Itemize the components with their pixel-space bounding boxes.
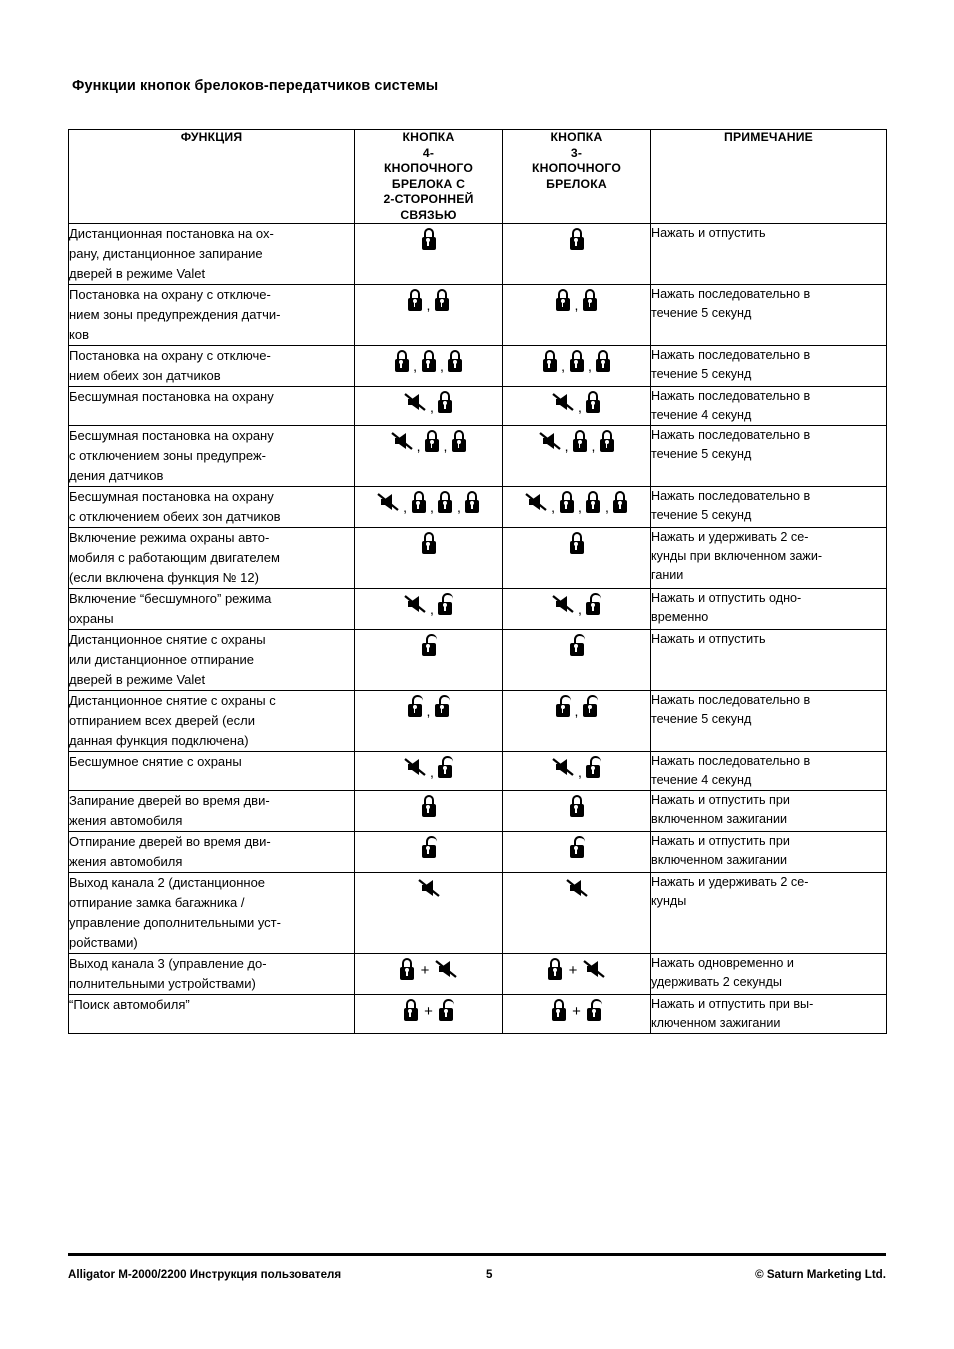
button-3-icons-cell — [503, 832, 651, 873]
lock-closed-icon — [573, 430, 588, 452]
button-3-icons-cell — [503, 791, 651, 832]
lock-open-icon — [556, 695, 571, 717]
lock-closed-icon — [569, 795, 584, 817]
note-cell: Нажать и отпустить — [651, 630, 887, 691]
function-description-cell: Отпирание дверей во время дви- жения автомобиля — [69, 832, 355, 873]
function-description-cell: Включение “бесшумного” режима охраны — [69, 589, 355, 630]
function-description-cell: Бесшумная постановка на охрану с отключением обеих зон датчиков — [69, 487, 355, 528]
lock-closed-icon — [465, 491, 480, 513]
table-row — [69, 752, 887, 791]
function-description-cell: Дистанционное снятие с охраны или дистанционное отпирание дверей в режиме Valet — [69, 630, 355, 691]
lock-open-icon — [569, 634, 584, 656]
lock-closed-icon — [438, 491, 453, 513]
table-row — [69, 691, 887, 752]
lock-closed-icon — [596, 350, 611, 372]
button-4-icons-cell — [355, 589, 503, 630]
button-3-icons-cell — [503, 346, 651, 387]
note-cell: Нажать последовательно в течение 5 секунд — [651, 426, 887, 487]
lock-closed-icon — [599, 430, 614, 452]
horn-muted-icon — [525, 492, 547, 512]
icon-separator-comma: , — [416, 438, 421, 454]
horn-muted-icon — [404, 594, 426, 614]
note-cell: Нажать и отпустить при вы- ключенном зажигании — [651, 995, 887, 1034]
icon-separator-comma: , — [403, 499, 408, 515]
lock-closed-icon — [403, 999, 418, 1021]
lock-closed-icon — [411, 491, 426, 513]
icon-separator-comma: , — [578, 601, 582, 617]
icon-separator-comma: , — [578, 399, 582, 415]
button-3-icons-cell — [503, 224, 651, 285]
icon-separator-plus: + — [568, 961, 578, 979]
note-cell: Нажать последовательно в течение 5 секунд — [651, 487, 887, 528]
button-4-icons-cell — [355, 691, 503, 752]
button-4-icons-cell — [355, 995, 503, 1034]
button-4-icons-cell — [355, 426, 503, 487]
button-4-icons-cell — [355, 387, 503, 426]
page-title: Функции кнопок брелоков-передатчиков системы — [72, 78, 439, 94]
header-button-4-line-5: 2-СТОРОННЕЙ — [383, 192, 474, 206]
button-4-icons-cell — [355, 630, 503, 691]
header-button-3-line-3: КНОПОЧНОГО — [531, 161, 622, 175]
table-row — [69, 630, 887, 691]
icon-separator-comma: , — [426, 297, 431, 313]
lock-closed-icon — [408, 289, 423, 311]
lock-closed-icon — [569, 228, 584, 250]
button-3-icons-cell — [503, 954, 651, 995]
lock-closed-icon — [394, 350, 409, 372]
button-3-icons-cell — [503, 995, 651, 1034]
table-row — [69, 954, 887, 995]
lock-closed-icon — [421, 350, 436, 372]
button-3-icons-cell — [503, 691, 651, 752]
icon-separator-comma: , — [574, 703, 579, 719]
horn-muted-icon — [552, 594, 574, 614]
icon-separator-comma: , — [561, 358, 565, 374]
icon-separator-comma: , — [604, 499, 609, 515]
button-4-icons-cell — [355, 528, 503, 589]
table-row — [69, 387, 887, 426]
function-description-cell: Запирание дверей во время дви- жения автомобиля — [69, 791, 355, 832]
icon-separator-comma: , — [578, 499, 582, 515]
note-cell: Нажать последовательно в течение 5 секунд — [651, 285, 887, 346]
button-4-icons-cell — [355, 832, 503, 873]
icon-separator-comma: , — [551, 499, 556, 515]
note-cell: Нажать последовательно в течение 4 секунд — [651, 752, 887, 791]
button-3-icons-cell — [503, 873, 651, 954]
header-button-3-line-1: КНОПКА — [550, 130, 603, 144]
lock-open-icon — [587, 999, 602, 1021]
note-cell: Нажать последовательно в течение 5 секунд — [651, 346, 887, 387]
lock-open-icon — [439, 999, 454, 1021]
lock-closed-icon — [448, 350, 463, 372]
table-row — [69, 426, 887, 487]
header-button-3-line-4: БРЕЛОКА — [546, 176, 607, 191]
icon-separator-comma: , — [574, 297, 579, 313]
button-3-icons-cell — [503, 752, 651, 791]
function-description-cell: Постановка на охрану с отключе- нием зоны предупреждения датчи- ков — [69, 285, 355, 346]
icon-separator-plus: + — [420, 961, 430, 979]
function-description-cell: Дистанционная постановка на ох- рану, дистанционное запирание дверей в режиме Valet — [69, 224, 355, 285]
icon-separator-comma: , — [413, 358, 417, 374]
table-row — [69, 487, 887, 528]
horn-muted-icon — [566, 878, 588, 898]
lock-open-icon — [408, 695, 423, 717]
lock-closed-icon — [559, 491, 574, 513]
button-3-icons-cell — [503, 528, 651, 589]
lock-closed-icon — [582, 289, 597, 311]
button-4-icons-cell — [355, 873, 503, 954]
lock-closed-icon — [421, 228, 436, 250]
lock-closed-icon — [438, 391, 453, 413]
lock-open-icon — [582, 695, 597, 717]
header-note: ПРИМЕЧАНИЕ — [651, 130, 887, 224]
header-button-4 — [355, 130, 503, 224]
note-cell: Нажать одновременно и удерживать 2 секунды — [651, 954, 887, 995]
button-4-icons-cell — [355, 954, 503, 995]
function-description-cell: Бесшумная постановка на охрану с отключением зоны предупреж- дения датчиков — [69, 426, 355, 487]
lock-closed-icon — [586, 491, 601, 513]
icon-separator-comma: , — [430, 601, 434, 617]
table-row — [69, 995, 887, 1034]
horn-muted-icon — [404, 757, 426, 777]
table-row — [69, 285, 887, 346]
icon-separator-comma: , — [430, 399, 434, 415]
function-description-cell: Выход канала 2 (дистанционное отпирание замка багажника / управление дополнительными уст- ройствами) — [69, 873, 355, 954]
button-3-icons-cell — [503, 285, 651, 346]
lock-closed-icon — [569, 350, 584, 372]
button-4-icons-cell — [355, 224, 503, 285]
table-row — [69, 589, 887, 630]
icon-separator-comma: , — [588, 358, 592, 374]
horn-muted-icon — [404, 392, 426, 412]
lock-closed-icon — [400, 958, 415, 980]
function-description-cell: Бесшумная постановка на охрану — [69, 387, 355, 426]
horn-muted-icon — [391, 431, 413, 451]
horn-muted-icon — [552, 392, 574, 412]
icon-separator-plus: + — [572, 1002, 581, 1020]
button-3-icons-cell — [503, 630, 651, 691]
lock-open-icon — [421, 836, 436, 858]
icon-separator-comma: , — [430, 499, 434, 515]
icon-separator-comma: , — [591, 438, 596, 454]
lock-closed-icon — [421, 795, 436, 817]
header-button-4-line-3: КНОПОЧНОГО — [383, 161, 474, 175]
horn-muted-icon — [435, 959, 457, 979]
button-3-icons-cell — [503, 426, 651, 487]
icon-separator-plus: + — [424, 1002, 433, 1020]
function-description-cell: Постановка на охрану с отключе- нием обеих зон датчиков — [69, 346, 355, 387]
footer-divider — [68, 1253, 886, 1256]
button-4-icons-cell — [355, 791, 503, 832]
lock-closed-icon — [548, 958, 563, 980]
table-header-row — [69, 130, 887, 224]
lock-closed-icon — [613, 491, 628, 513]
header-button-4-line-2: 4- — [422, 145, 435, 160]
lock-closed-icon — [451, 430, 466, 452]
button-3-icons-cell — [503, 487, 651, 528]
footer-right-text: © Saturn Marketing Ltd. — [755, 1268, 886, 1281]
header-button-4-line-6: СВЯЗЬЮ — [400, 207, 457, 222]
table-row — [69, 873, 887, 954]
horn-muted-icon — [377, 492, 399, 512]
note-cell: Нажать и отпустить — [651, 224, 887, 285]
note-cell: Нажать и отпустить при включенном зажигании — [651, 832, 887, 873]
icon-separator-comma: , — [440, 358, 444, 374]
icon-separator-comma: , — [443, 438, 448, 454]
lock-open-icon — [438, 593, 453, 615]
table-row — [69, 224, 887, 285]
button-3-icons-cell — [503, 589, 651, 630]
button-3-icons-cell — [503, 387, 651, 426]
button-4-icons-cell — [355, 285, 503, 346]
note-cell: Нажать последовательно в течение 4 секунд — [651, 387, 887, 426]
table-row — [69, 791, 887, 832]
lock-closed-icon — [556, 289, 571, 311]
lock-open-icon — [438, 756, 453, 778]
function-description-cell: “Поиск автомобиля” — [69, 995, 355, 1034]
lock-closed-icon — [542, 350, 557, 372]
lock-open-icon — [434, 695, 449, 717]
horn-muted-icon — [552, 757, 574, 777]
lock-open-icon — [569, 836, 584, 858]
table-row — [69, 528, 887, 589]
note-cell: Нажать и отпустить при включенном зажигании — [651, 791, 887, 832]
lock-closed-icon — [434, 289, 449, 311]
lock-closed-icon — [586, 391, 601, 413]
function-description-cell: Включение режима охраны авто- мобиля с работающим двигателем (если включена функция № 12) — [69, 528, 355, 589]
header-button-4-line-4: БРЕЛОКА С — [391, 176, 466, 191]
function-description-cell: Выход канала 3 (управление до- полнительными устройствами) — [69, 954, 355, 995]
header-button-4-line-1: КНОПКА — [402, 130, 455, 144]
note-cell: Нажать и удерживать 2 се- кунды при включенном зажи- гании — [651, 528, 887, 589]
horn-muted-icon — [583, 959, 605, 979]
note-cell: Нажать последовательно в течение 5 секунд — [651, 691, 887, 752]
header-button-3-line-2: 3- — [570, 145, 583, 160]
lock-open-icon — [586, 593, 601, 615]
footer-page-number: 5 — [486, 1268, 493, 1281]
note-cell: Нажать и удерживать 2 се- кунды — [651, 873, 887, 954]
footer-left-text: Alligator M-2000/2200 Инструкция пользователя — [68, 1268, 342, 1281]
lock-closed-icon — [569, 532, 584, 554]
icon-separator-comma: , — [426, 703, 431, 719]
table-row — [69, 832, 887, 873]
icon-separator-comma: , — [578, 764, 582, 780]
header-function: ФУНКЦИЯ — [69, 130, 355, 224]
icon-separator-comma: , — [456, 499, 461, 515]
lock-open-icon — [421, 634, 436, 656]
header-button-3 — [503, 130, 651, 224]
button-4-icons-cell — [355, 346, 503, 387]
table-body — [69, 224, 887, 1034]
fob-button-functions-table — [68, 129, 887, 1034]
horn-muted-icon — [418, 878, 440, 898]
lock-closed-icon — [421, 532, 436, 554]
horn-muted-icon — [539, 431, 561, 451]
lock-closed-icon — [551, 999, 566, 1021]
button-4-icons-cell — [355, 752, 503, 791]
function-description-cell: Бесшумное снятие с охраны — [69, 752, 355, 791]
lock-closed-icon — [425, 430, 440, 452]
button-4-icons-cell — [355, 487, 503, 528]
table-row — [69, 346, 887, 387]
icon-separator-comma: , — [430, 764, 434, 780]
lock-open-icon — [586, 756, 601, 778]
icon-separator-comma: , — [564, 438, 569, 454]
note-cell: Нажать и отпустить одно- временно — [651, 589, 887, 630]
function-description-cell: Дистанционное снятие с охраны с отпиранием всех дверей (если данная функция подключена) — [69, 691, 355, 752]
